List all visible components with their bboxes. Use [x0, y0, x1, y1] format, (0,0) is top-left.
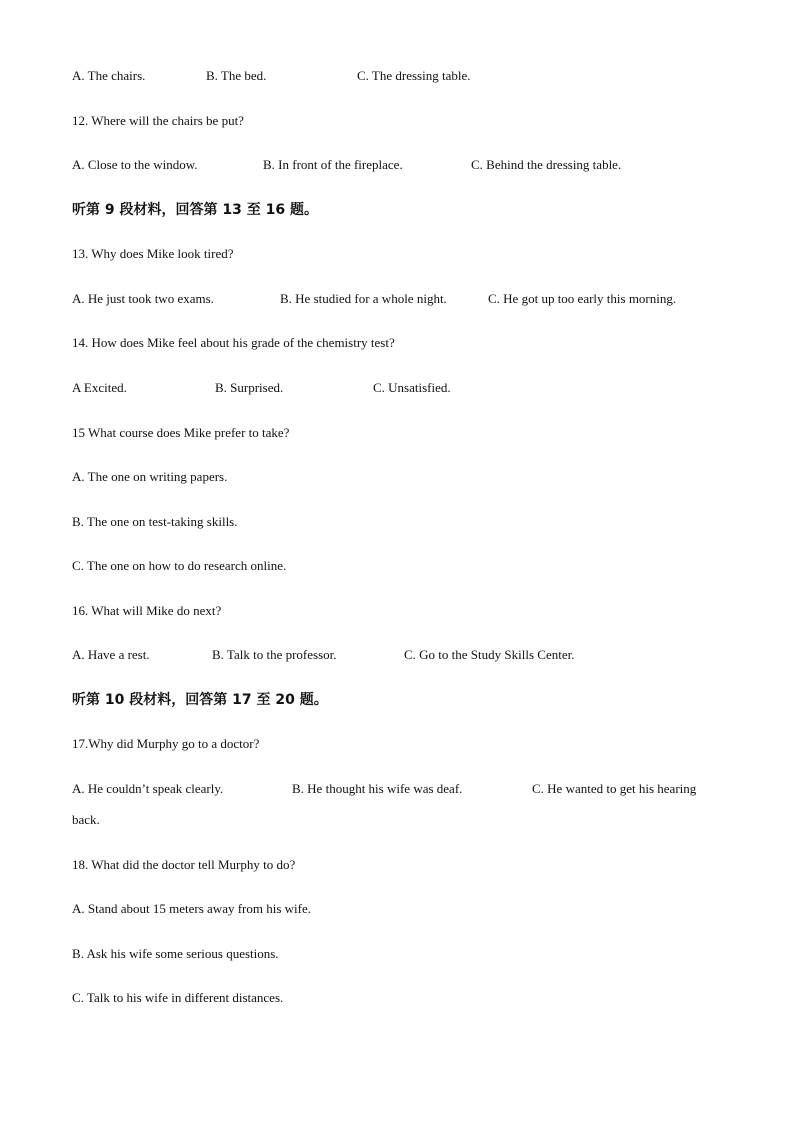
section-10-heading: 听第 10 段材料，回答第 17 至 20 题。 — [72, 692, 328, 708]
q16-option-c: C. Go to the Study Skills Center. — [404, 647, 575, 662]
q13-question: 13. Why does Mike look tired? — [72, 246, 234, 261]
q12-option-c: C. Behind the dressing table. — [471, 157, 622, 172]
q15-question: 15 What course does Mike prefer to take? — [72, 425, 290, 440]
q15-option-a: A. The one on writing papers. — [72, 469, 228, 484]
q14-option-a: A Excited. — [72, 380, 127, 395]
q17-option-c: C. He wanted to get his hearing — [532, 781, 697, 796]
q15-option-c: C. The one on how to do research online. — [72, 558, 287, 573]
q16-question: 16. What will Mike do next? — [72, 603, 222, 618]
q14-option-c: C. Unsatisfied. — [373, 380, 451, 395]
q18-option-c: C. Talk to his wife in different distances. — [72, 990, 284, 1005]
q15-option-b: B. The one on test-taking skills. — [72, 514, 238, 529]
q16-option-a: A. Have a rest. — [72, 647, 150, 662]
q12-option-a: A. Close to the window. — [72, 157, 198, 172]
q13-option-a: A. He just took two exams. — [72, 291, 214, 306]
q16-option-b: B. Talk to the professor. — [212, 647, 337, 662]
q17-option-a: A. He couldn’t speak clearly. — [72, 781, 224, 796]
q12-option-b: B. In front of the fireplace. — [263, 157, 403, 172]
q18-option-a: A. Stand about 15 meters away from his wife. — [72, 901, 312, 916]
q13-option-c: C. He got up too early this morning. — [488, 291, 677, 306]
q12-question: 12. Where will the chairs be put? — [72, 113, 244, 128]
q17-option-c-continuation: back. — [72, 812, 100, 827]
q14-option-b: B. Surprised. — [215, 380, 284, 395]
q17-question: 17.Why did Murphy go to a doctor? — [72, 736, 260, 751]
q18-question: 18. What did the doctor tell Murphy to do? — [72, 857, 296, 872]
q17-option-b: B. He thought his wife was deaf. — [292, 781, 463, 796]
q11-option-b: B. The bed. — [206, 68, 267, 83]
q14-question: 14. How does Mike feel about his grade of the chemistry test? — [72, 335, 395, 350]
q11-option-c: C. The dressing table. — [357, 68, 471, 83]
q13-option-b: B. He studied for a whole night. — [280, 291, 447, 306]
section-9-heading: 听第 9 段材料，回答第 13 至 16 题。 — [72, 202, 318, 218]
q11-option-a: A. The chairs. — [72, 68, 146, 83]
q18-option-b: B. Ask his wife some serious questions. — [72, 946, 279, 961]
